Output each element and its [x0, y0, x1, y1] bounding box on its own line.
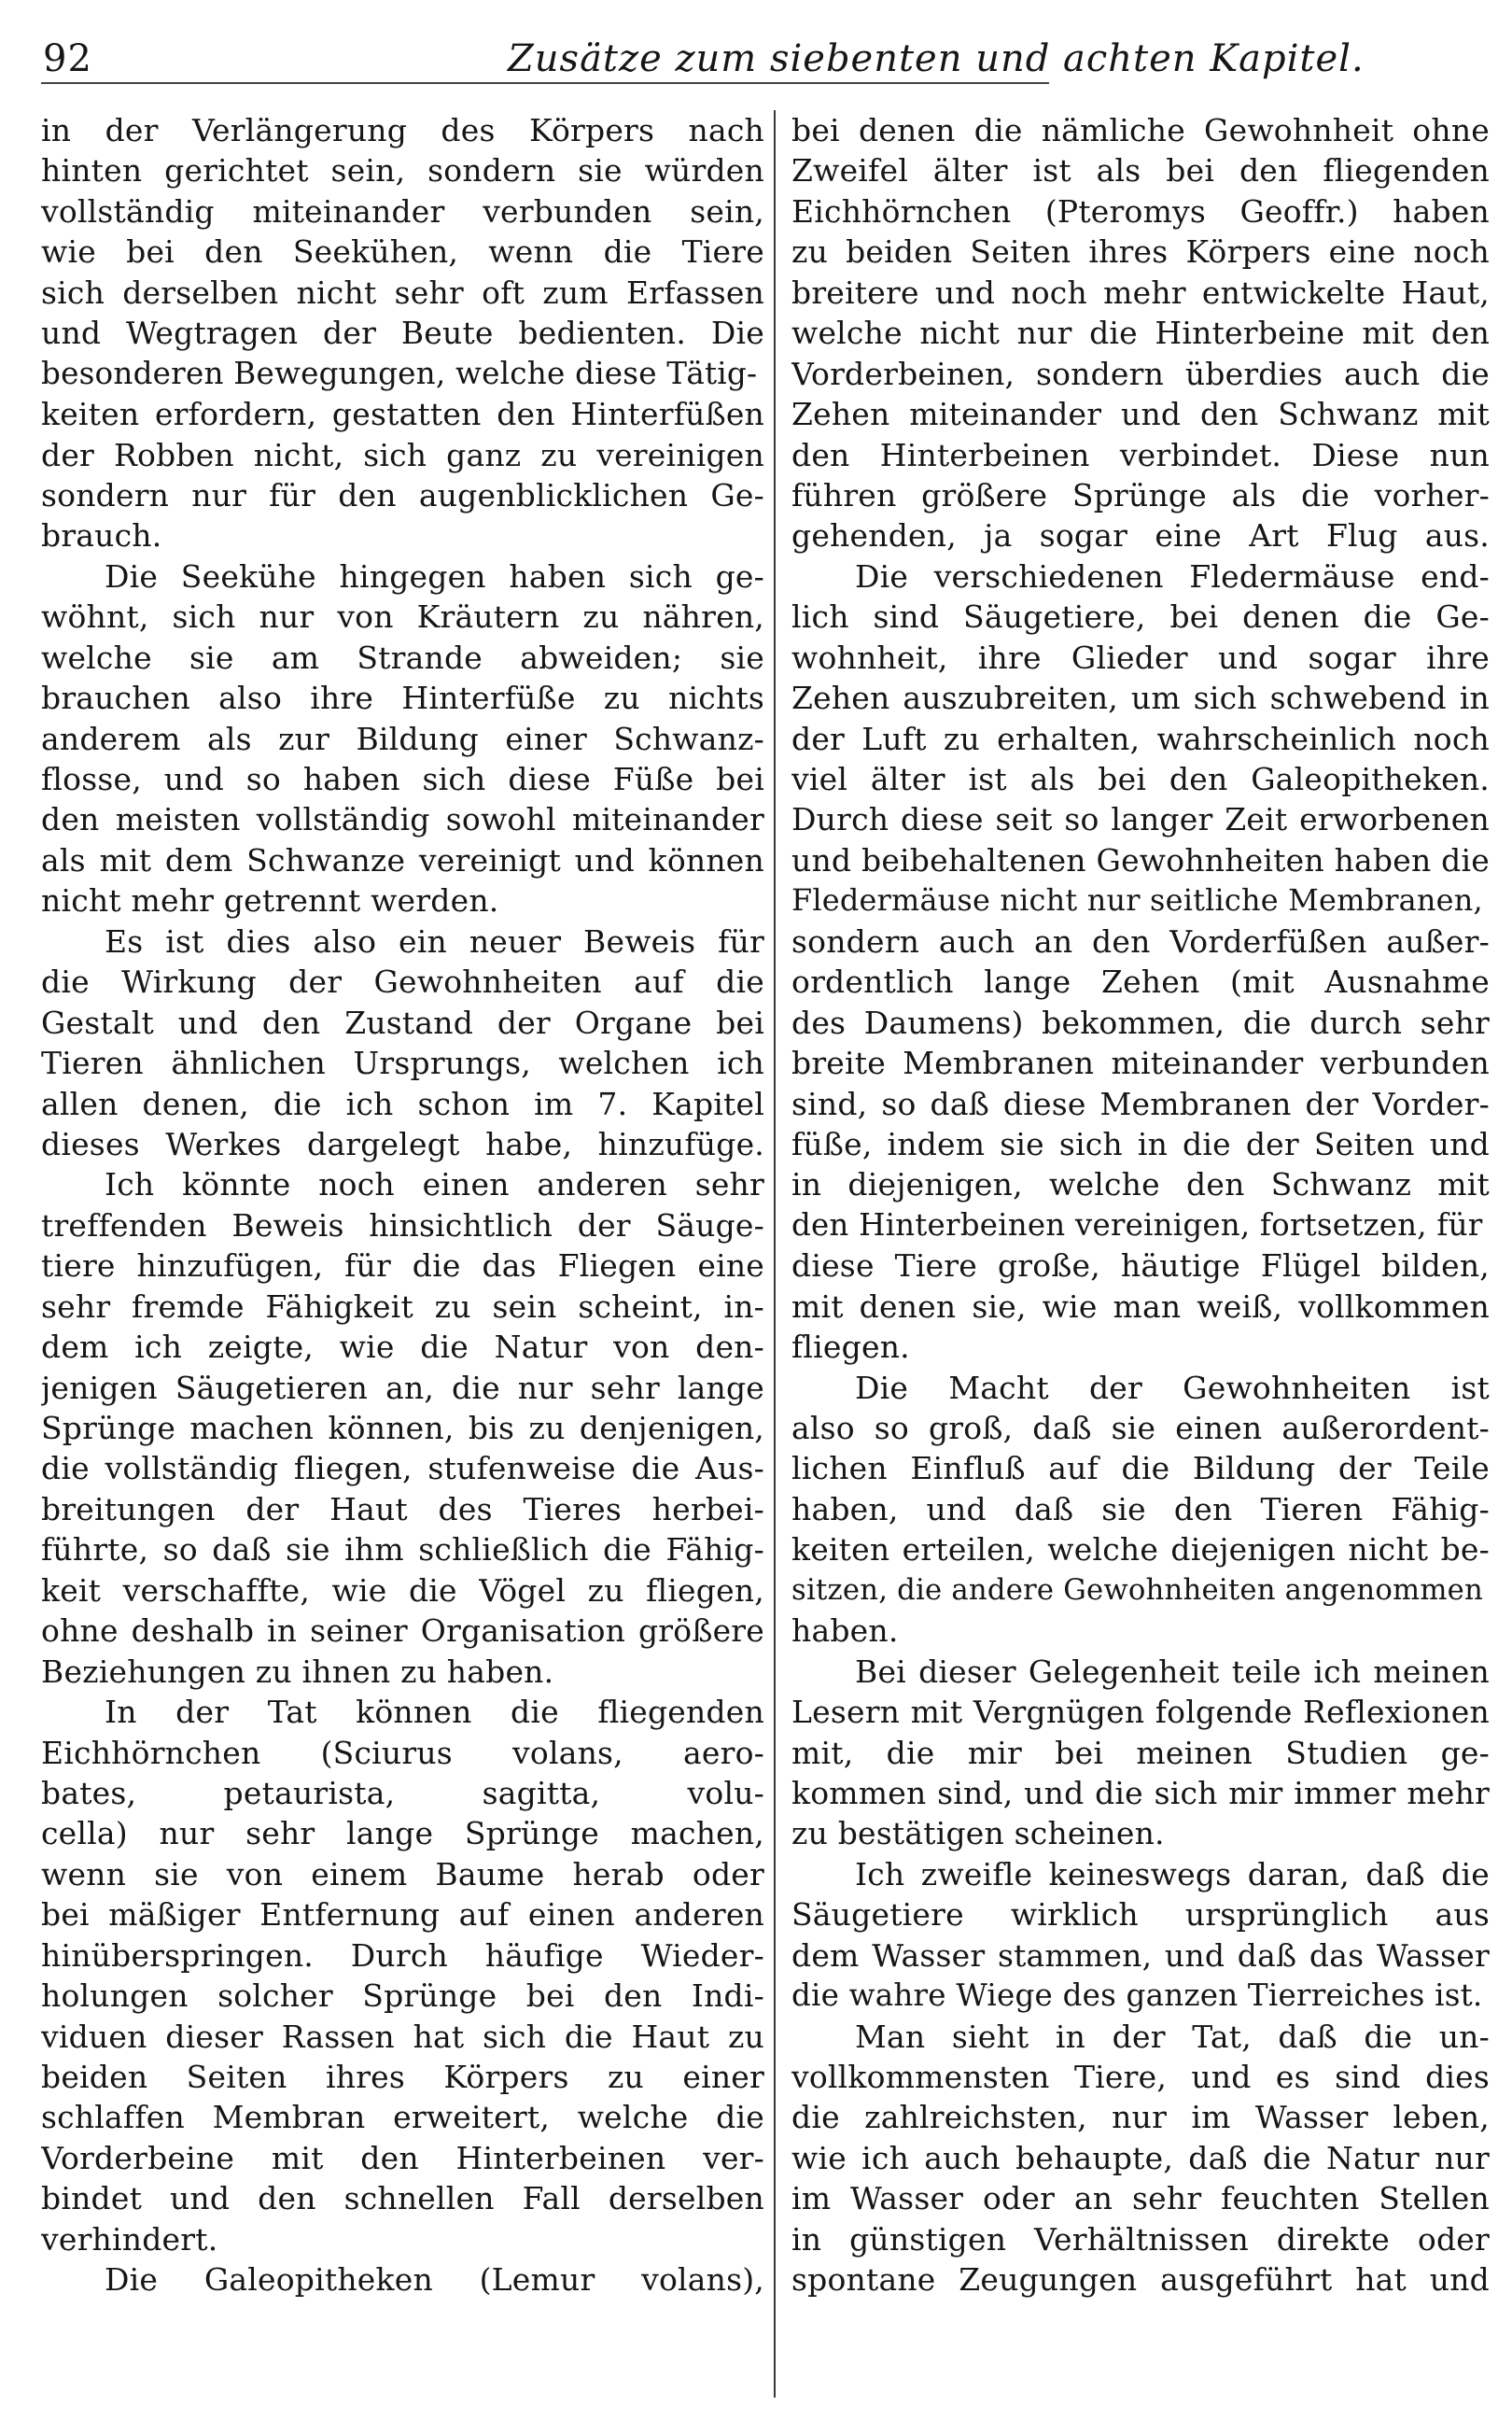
left-column: [41, 110, 764, 2300]
text-line: tiere hinzufügen, für die das Fliegen eine: [41, 1247, 764, 1285]
text-line: Man sieht in der Tat, daß die un-: [855, 2018, 1490, 2055]
text-line: wie ich auch behaupte, daß die Natur nur: [791, 2139, 1490, 2176]
text-line: den Hinterbeinen verbindet. Diese nun: [791, 436, 1490, 473]
running-title: Zusätze zum siebenten und achten Kapitel.: [508, 37, 1365, 80]
text-line: Die Macht der Gewohnheiten ist: [855, 1369, 1490, 1406]
text-line: jenigen Säugetieren an, die nur sehr lange: [41, 1369, 764, 1406]
text-line: wohnheit, ihre Glieder und sogar ihre: [791, 639, 1490, 676]
text-line: welche nicht nur die Hinterbeine mit den: [791, 315, 1490, 352]
text-line: Die Seekühe hingegen haben sich ge-: [105, 557, 764, 595]
text-line: Ich könnte noch einen anderen sehr: [105, 1166, 764, 1203]
text-line: lich sind Säugetiere, bei denen die Ge-: [791, 598, 1490, 636]
text-line: keiten erteilen, welche diejenigen nicht be-: [791, 1531, 1490, 1569]
text-line: also so groß, daß sie einen außerordent-: [791, 1410, 1490, 1446]
text-line: hinüberspringen. Durch häufige Wieder-: [41, 1936, 764, 1974]
text-line: den Hinterbeinen vereinigen, fortsetzen, für: [791, 1206, 1483, 1243]
text-line: Beziehungen zu ihnen zu haben.: [41, 1653, 554, 1690]
text-line: sehr fremde Fähigkeit zu sein scheint, in-: [41, 1287, 764, 1325]
text-line: flosse, und so haben sich diese Füße bei: [41, 761, 764, 797]
text-line: des Daumens) bekommen, die durch sehr: [791, 1004, 1490, 1041]
text-line: mit, die mir bei meinen Studien ge-: [791, 1734, 1490, 1771]
text-line: vollkommensten Tiere, und es sind dies: [791, 2059, 1490, 2095]
page-number: 92: [43, 37, 92, 80]
text-line: in der Verlängerung des Körpers nach: [41, 112, 764, 148]
text-line: brauch.: [41, 517, 162, 555]
text-line: breitungen der Haut des Tieres herbei-: [41, 1490, 764, 1527]
text-line: Zehen auszubreiten, um sich schwebend in: [791, 680, 1490, 717]
text-line: Ich zweifle keineswegs daran, daß die: [855, 1855, 1490, 1892]
text-line: treffenden Beweis hinsichtlich der Säuge-: [41, 1206, 764, 1244]
header-rule: [41, 82, 1049, 84]
text-line: als mit dem Schwanze vereinigt und können: [41, 841, 764, 879]
text-line: besonderen Bewegungen, welche diese Tätig-: [41, 355, 758, 391]
text-line: verhindert.: [41, 2220, 218, 2258]
text-line: haben, und daß sie den Tieren Fähig-: [791, 1490, 1490, 1527]
text-line: Fledermäuse nicht nur seitliche Membranen,: [791, 882, 1483, 919]
text-line: holungen solcher Sprünge bei den Indi-: [41, 1977, 764, 2015]
text-line: Lesern mit Vergnügen folgende Reflexionen: [791, 1694, 1490, 1731]
text-line: wöhnt, sich nur von Kräutern zu nähren,: [41, 598, 764, 636]
text-line: Vorderbeine mit den Hinterbeinen ver-: [41, 2139, 764, 2176]
right-column: [791, 110, 1490, 2300]
text-line: schlaffen Membran erweitert, welche die: [41, 2099, 764, 2136]
text-line: bates, petaurista, sagitta, volu-: [41, 1774, 764, 1811]
text-line: breitere und noch mehr entwickelte Haut,: [791, 274, 1490, 311]
text-line: breite Membranen miteinander verbunden: [791, 1045, 1490, 1082]
text-line: keiten erfordern, gestatten den Hinterfüßen: [41, 396, 764, 433]
text-line: spontane Zeugungen ausgeführt hat und: [791, 2261, 1490, 2299]
text-line: führen größere Sprünge als die vorher-: [791, 476, 1490, 514]
column-divider: [774, 110, 776, 2398]
text-line: die wahre Wiege des ganzen Tierreiches ist.: [791, 1977, 1483, 2014]
text-line: sitzen, die andere Gewohnheiten angenommen: [791, 1572, 1484, 1607]
text-line: sondern auch an den Vorderfüßen außer-: [791, 922, 1490, 960]
text-line: die vollständig fliegen, stufenweise die Aus-: [41, 1450, 764, 1487]
text-line: beiden Seiten ihres Körpers zu einer: [41, 2059, 764, 2095]
text-line: füße, indem sie sich in die der Seiten und: [791, 1125, 1490, 1162]
text-line: Tieren ähnlichen Ursprungs, welchen ich: [41, 1045, 764, 1082]
text-line: den meisten vollständig sowohl miteinander: [41, 801, 764, 838]
text-line: Zweifel älter ist als bei den fliegenden: [791, 152, 1490, 190]
text-line: Die verschiedenen Fledermäuse end-: [855, 557, 1490, 595]
text-line: dem ich zeigte, wie die Natur von den-: [41, 1329, 764, 1366]
text-line: in günstigen Verhältnissen direkte oder: [791, 2220, 1490, 2258]
text-line: Gestalt und den Zustand der Organe bei: [41, 1004, 764, 1041]
text-line: wie bei den Seekühen, wenn die Tiere: [41, 233, 764, 271]
text-line: sind, so daß diese Membranen der Vorder-: [791, 1085, 1490, 1122]
text-line: Eichhörnchen (Pteromys Geoffr.) haben: [791, 192, 1490, 230]
text-line: bindet und den schnellen Fall derselben: [41, 2180, 764, 2217]
text-line: die Wirkung der Gewohnheiten auf die: [41, 964, 764, 1001]
text-line: welche sie am Strande abweiden; sie: [41, 639, 764, 676]
text-line: dieses Werkes dargelegt habe, hinzufüge.: [41, 1125, 764, 1162]
text-line: viel älter ist als bei den Galeopitheken.: [791, 761, 1490, 797]
text-line: der Luft zu erhalten, wahrscheinlich noch: [791, 720, 1490, 757]
text-line: hinten gerichtet sein, sondern sie würden: [41, 152, 764, 190]
text-line: viduen dieser Rassen hat sich die Haut zu: [41, 2018, 764, 2055]
text-line: gehenden, ja sogar eine Art Flug aus.: [791, 517, 1490, 555]
text-line: im Wasser oder an sehr feuchten Stellen: [791, 2180, 1490, 2217]
text-line: keit verschaffte, wie die Vögel zu fliegen,: [41, 1571, 764, 1609]
text-line: Sprünge machen können, bis zu denjenigen,: [41, 1410, 764, 1446]
text-line: Eichhörnchen (Sciurus volans, aero-: [41, 1734, 764, 1771]
text-line: wenn sie von einem Baume herab oder: [41, 1855, 764, 1892]
page-header: [41, 26, 1488, 82]
text-line: Bei dieser Gelegenheit teile ich meinen: [855, 1653, 1490, 1690]
text-line: dem Wasser stammen, und daß das Wasser: [791, 1936, 1490, 1974]
text-line: lichen Einfluß auf die Bildung der Teile: [791, 1450, 1490, 1487]
text-line: Zehen miteinander und den Schwanz mit: [791, 396, 1490, 433]
text-line: vollständig miteinander verbunden sein,: [41, 192, 764, 230]
text-line: der Robben nicht, sich ganz zu vereinigen: [41, 436, 764, 473]
text-line: Durch diese seit so langer Zeit erworbenen: [791, 801, 1490, 838]
text-line: ohne deshalb in seiner Organisation größere: [41, 1612, 764, 1650]
text-line: kommen sind, und die sich mir immer mehr: [791, 1774, 1490, 1811]
text-line: fliegen.: [791, 1329, 910, 1366]
text-line: Säugetiere wirklich ursprünglich aus: [791, 1896, 1490, 1934]
text-line: zu beiden Seiten ihres Körpers eine noch: [791, 233, 1490, 271]
text-line: und Wegtragen der Beute bedienten. Die: [41, 315, 764, 352]
text-line: und beibehaltenen Gewohnheiten haben die: [791, 841, 1490, 879]
text-line: diese Tiere große, häutige Flügel bilden,: [791, 1247, 1490, 1285]
text-line: bei denen die nämliche Gewohnheit ohne: [791, 112, 1490, 148]
text-line: sich derselben nicht sehr oft zum Erfassen: [41, 274, 764, 311]
text-line: führte, so daß sie ihm schließlich die Fähig-: [41, 1531, 764, 1569]
text-line: cella) nur sehr lange Sprünge machen,: [41, 1815, 764, 1852]
text-line: ordentlich lange Zehen (mit Ausnahme: [791, 964, 1490, 1001]
text-line: Es ist dies also ein neuer Beweis für: [105, 922, 764, 960]
text-line: haben.: [791, 1612, 899, 1650]
text-line: anderem als zur Bildung einer Schwanz-: [41, 720, 764, 757]
text-line: In der Tat können die fliegenden: [105, 1694, 764, 1731]
text-line: die zahlreichsten, nur im Wasser leben,: [791, 2099, 1490, 2136]
text-line: sondern nur für den augenblicklichen Ge-: [41, 476, 764, 514]
text-line: zu bestätigen scheinen.: [791, 1815, 1165, 1852]
text-line: Die Galeopitheken (Lemur volans),: [105, 2261, 764, 2299]
text-line: nicht mehr getrennt werden.: [41, 882, 499, 920]
text-line: allen denen, die ich schon im 7. Kapitel: [41, 1085, 764, 1122]
text-line: bei mäßiger Entfernung auf einen anderen: [41, 1896, 764, 1934]
text-line: Vorderbeinen, sondern überdies auch die: [791, 355, 1490, 392]
text-line: brauchen also ihre Hinterfüße zu nichts: [41, 680, 764, 717]
text-line: in diejenigen, welche den Schwanz mit: [791, 1166, 1490, 1203]
text-line: mit denen sie, wie man weiß, vollkommen: [791, 1287, 1490, 1325]
